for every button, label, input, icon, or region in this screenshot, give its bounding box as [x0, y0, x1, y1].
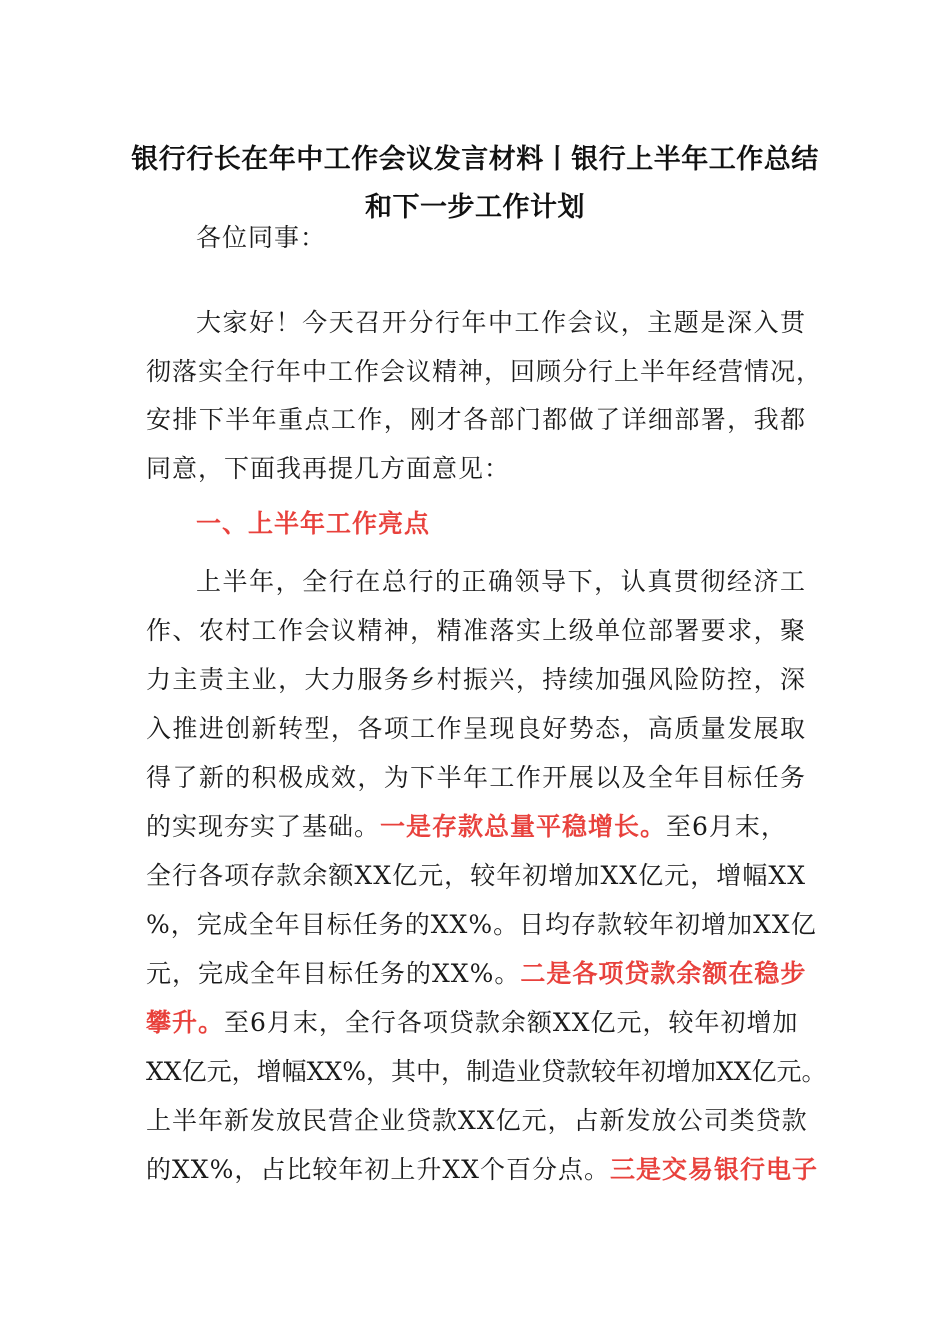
body-line-13: [146, 1153, 818, 1187]
salutation: 各位同事：: [196, 223, 327, 252]
body-line-13-text: 的XX%，占比较年初上升XX个百分点。: [146, 1155, 610, 1184]
body-line-4: 入推进创新转型，各项工作呈现良好势态，高质量发展取: [146, 714, 806, 743]
body-line-6-text: 的实现夯实了基础。: [146, 812, 381, 841]
body-line-11: XX亿元，增幅XX%，其中，制造业贷款较年初增加XX亿元。: [146, 1057, 827, 1086]
body-line-3: 力主责主业，大力服务乡村振兴，持续加强风险防控，深: [146, 665, 806, 694]
body-line-9-text: 元，完成全年目标任务的XX%。: [146, 959, 521, 988]
body-line-8: %，完成全年目标任务的XX%。日均存款较年初增加XX亿: [146, 910, 817, 939]
body-line-12: 上半年新发放民营企业贷款XX亿元，占新发放公司类贷款: [146, 1106, 808, 1135]
body-line-2: 作、农村工作会议精神，精准落实上级单位部署要求，聚: [146, 616, 806, 645]
point-three-transaction-banking: 三是交易银行电子: [609, 1155, 818, 1184]
point-two-loans-cont: 攀升。: [146, 1008, 225, 1037]
body-line-10: [146, 1006, 806, 1040]
body-line-6: [146, 810, 806, 844]
point-one-deposits: 一是存款总量平稳增长。: [380, 812, 667, 841]
body-line-10-text: 至6月末，全行各项贷款余额XX亿元，较年初增加: [224, 1008, 799, 1037]
section-heading-highlights: 一、上半年工作亮点: [196, 509, 431, 538]
intro-line-3: 安排下半年重点工作，刚才各部门都做了详细部署，我都: [146, 405, 806, 434]
body-line-7: 全行各项存款余额XX亿元，较年初增加XX亿元，增幅XX: [146, 861, 806, 890]
intro-line-2: 彻落实全行年中工作会议精神，回顾分行上半年经营情况，: [146, 357, 823, 386]
document-title-line-2: 和下一步工作计划: [365, 192, 585, 223]
intro-line-4: 同意，下面我再提几方面意见：: [146, 454, 511, 483]
body-line-1: 上半年，全行在总行的正确领导下，认真贯彻经济工: [196, 567, 806, 596]
intro-line-1: 大家好！今天召开分行年中工作会议，主题是深入贯: [196, 308, 806, 337]
body-line-9: [146, 957, 806, 991]
document-title-line-1: 银行行长在年中工作会议发言材料丨银行上半年工作总结: [131, 144, 819, 175]
point-two-loans: 二是各项贷款余额在稳步: [520, 959, 807, 988]
body-line-6-tail: 至6月末，: [666, 812, 787, 841]
body-line-5: 得了新的积极成效，为下半年工作开展以及全年目标任务: [146, 763, 806, 792]
